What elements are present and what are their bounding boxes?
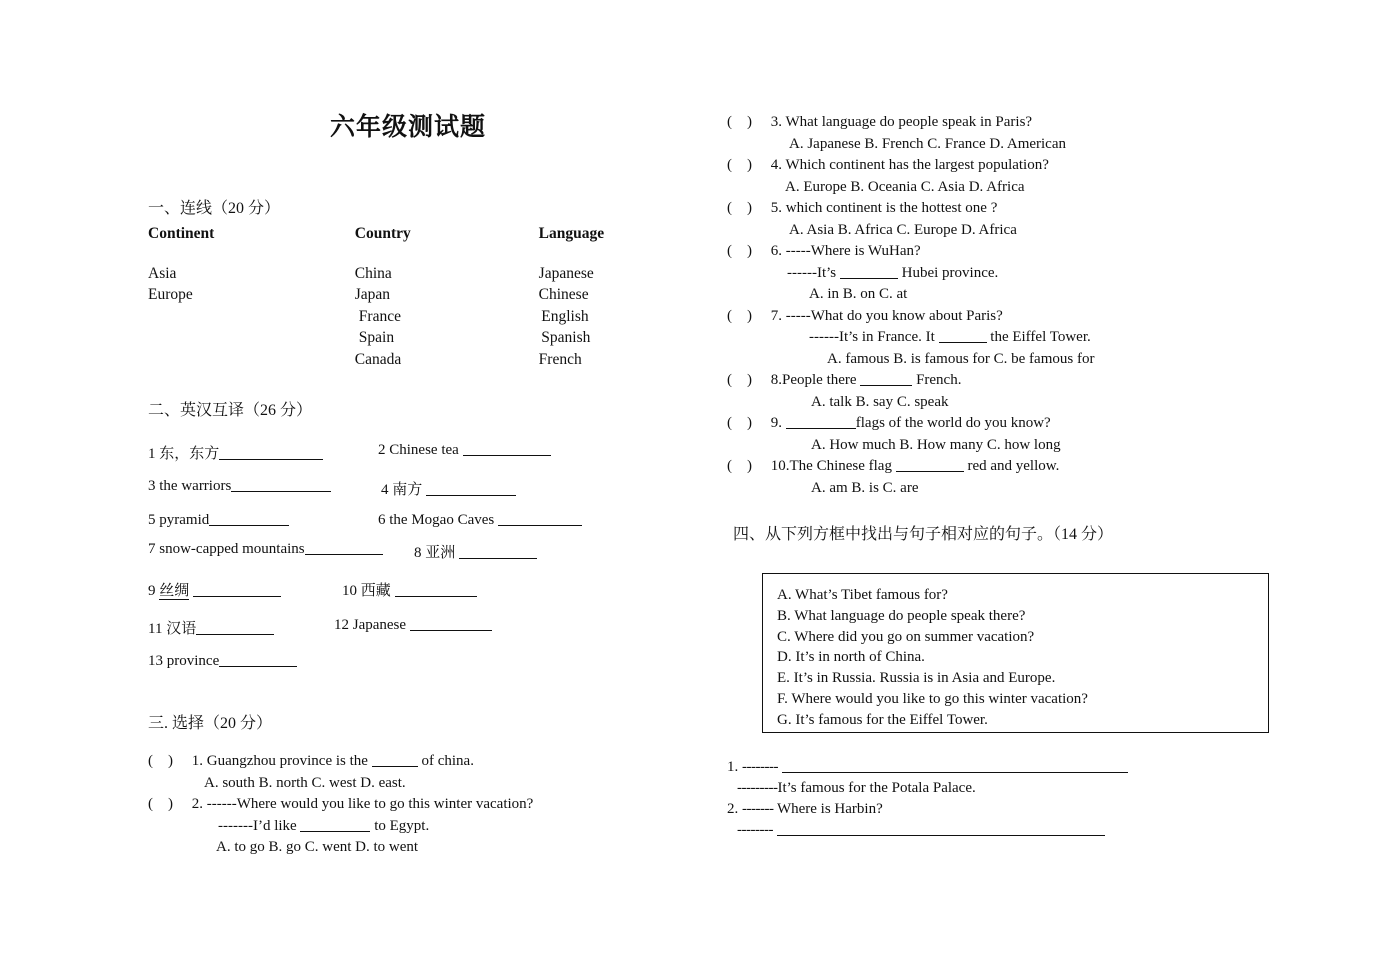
item-number: 4 — [381, 482, 389, 498]
item-number: 8 — [414, 545, 422, 561]
question-7-options — [727, 349, 1287, 371]
list-item — [148, 579, 658, 617]
box-item-b[interactable]: B. What language do people speak there? — [777, 607, 1026, 624]
answer-parenthesis[interactable]: ( ) — [727, 307, 752, 324]
cell-country: France — [358, 307, 401, 325]
question-6-reply — [727, 263, 1287, 285]
answer-number: 1. — [727, 759, 739, 775]
column-header-country: Country — [354, 225, 411, 242]
item-text: Japanese — [352, 617, 407, 633]
item-text: province — [166, 653, 220, 669]
matching-header-row — [148, 223, 648, 245]
cell-continent: Europe — [148, 286, 193, 304]
table-row — [148, 263, 648, 285]
option-list[interactable]: A. Japanese B. French C. France D. American — [789, 135, 1067, 152]
translation-item-2 — [378, 442, 551, 459]
question-6-options — [727, 284, 1287, 306]
reply-text-after: the Eiffel Tower. — [990, 329, 1091, 345]
translation-item-8 — [414, 541, 537, 562]
answer-item-1 — [727, 757, 1287, 778]
answer-blank[interactable] — [300, 818, 370, 832]
translation-item-12 — [334, 617, 492, 634]
list-item — [148, 541, 658, 579]
cell-country: China — [354, 264, 392, 282]
answer-parenthesis[interactable]: ( ) — [727, 200, 752, 216]
question-2 — [148, 794, 648, 816]
cell-country: Japan — [354, 286, 391, 304]
item-number: 1 — [148, 446, 156, 462]
question-number: 3. — [770, 114, 782, 130]
question-number: 5. — [770, 200, 782, 216]
item-number: 3 — [148, 478, 156, 494]
question-10-options — [727, 478, 1287, 500]
option-list[interactable]: A. Europe B. Oceania C. Asia D. Africa — [785, 178, 1025, 195]
option-list[interactable]: A. south B. north C. west D. east. — [204, 774, 406, 791]
item-text: 西藏 — [360, 583, 391, 599]
list-item — [148, 617, 658, 653]
question-number: 7. — [770, 307, 782, 324]
list-item — [148, 512, 658, 541]
option-list[interactable]: A. to go B. go C. went D. to went — [216, 839, 419, 855]
page-title: 六年级测试题 — [329, 114, 486, 141]
item-text: 亚洲 — [425, 545, 456, 561]
item-text: 东，东方 — [159, 446, 220, 462]
answer-blank[interactable] — [410, 617, 492, 631]
question-2-reply — [148, 816, 648, 838]
option-list[interactable]: A. Asia B. Africa C. Europe D. Africa — [789, 221, 1017, 238]
table-row — [148, 284, 648, 306]
question-8 — [727, 370, 1287, 392]
question-stem: The Chinese flag — [789, 458, 892, 474]
item-text: Chinese tea — [389, 442, 459, 458]
item-text: pyramid — [159, 512, 210, 528]
answer-number: 2. — [727, 801, 739, 817]
answer-blank[interactable] — [939, 329, 987, 343]
question-3 — [727, 112, 1287, 134]
answer-parenthesis[interactable]: ( ) — [727, 372, 752, 388]
question-1-options — [148, 773, 648, 795]
answer-blank[interactable] — [395, 583, 477, 597]
item-text: snow-capped mountains — [159, 541, 305, 557]
item-number: 2 — [378, 442, 386, 458]
question-number: 2. — [191, 796, 203, 812]
answer-blank[interactable] — [896, 458, 964, 472]
question-stem-after: French. — [916, 372, 962, 388]
section-4-heading: 四、从下列方框中找出与句子相对应的句子。（14 分） — [733, 526, 1114, 543]
matching-spacer — [148, 245, 648, 263]
list-item — [148, 653, 658, 676]
answer-blank[interactable] — [463, 442, 551, 456]
question-stem: What language do people speak in Paris? — [785, 114, 1033, 130]
answer-blank[interactable] — [786, 415, 856, 429]
dash-prefix: -------- — [742, 759, 778, 775]
question-8-options — [727, 392, 1287, 414]
answer-blank[interactable] — [219, 653, 297, 667]
translation-item-9 — [148, 579, 281, 600]
box-item-d[interactable]: D. It’s in north of China. — [777, 649, 925, 666]
section-2-heading: 二、英汉互译（26 分） — [148, 402, 313, 419]
translation-item-1 — [148, 442, 323, 463]
question-number: 4. — [770, 157, 782, 173]
answer-parenthesis[interactable]: ( ) — [148, 796, 173, 812]
question-9 — [727, 413, 1287, 435]
box-item-f[interactable]: F. Where would you like to go this winter vacation? — [777, 690, 1088, 707]
question-1 — [148, 751, 648, 773]
option-list[interactable]: A. How much B. How many C. how long — [811, 436, 1061, 453]
question-2-options — [148, 837, 648, 859]
translation-item-11 — [148, 617, 274, 638]
reply-text: ------It’s — [787, 264, 837, 281]
question-stem-after: red and yellow. — [967, 458, 1060, 474]
answer-parenthesis[interactable]: ( ) — [727, 157, 752, 173]
item-number: 11 — [148, 621, 163, 637]
translation-item-13 — [148, 653, 297, 670]
answer-blank[interactable] — [219, 446, 323, 460]
answer-blank[interactable] — [196, 621, 274, 635]
translation-item-4 — [381, 478, 516, 499]
item-number: 7 — [148, 541, 156, 557]
reply-text: ------It’s in France. It — [809, 329, 935, 345]
dash-prefix: --------- — [737, 780, 778, 796]
cell-language: English — [541, 307, 589, 325]
list-item — [148, 442, 658, 478]
translation-item-10 — [342, 579, 477, 600]
question-4-options — [727, 177, 1287, 199]
question-stem: -----What do you know about Paris? — [785, 307, 1003, 324]
item-text: the warriors — [159, 478, 232, 494]
cell-language: Japanese — [538, 264, 594, 282]
answer-blank[interactable] — [193, 583, 281, 597]
cell-continent — [148, 306, 350, 328]
section-1-heading: 一、连线（20 分） — [148, 200, 281, 217]
option-list[interactable]: A. am B. is C. are — [811, 479, 919, 496]
table-row — [148, 327, 648, 349]
reply-text-after: to Egypt. — [374, 817, 430, 834]
question-5 — [727, 198, 1287, 220]
answer-blank[interactable] — [498, 512, 582, 526]
cell-country: Spain — [358, 329, 395, 347]
question-stem: Which continent has the largest population? — [785, 157, 1049, 173]
item-number: 9 — [148, 583, 156, 599]
option-list[interactable]: A. talk B. say C. speak — [811, 393, 949, 410]
matching-table — [148, 223, 648, 371]
cell-continent — [148, 327, 350, 349]
choice-questions-left — [148, 751, 648, 859]
option-list[interactable]: A. famous B. is famous for C. be famous for — [827, 350, 1095, 367]
box-item-g[interactable]: G. It’s famous for the Eiffel Tower. — [777, 711, 988, 728]
box-item-e[interactable]: E. It’s in Russia. Russia is in Asia and Europe. — [777, 670, 1056, 687]
answer-blank[interactable] — [459, 545, 537, 559]
question-stem: which continent is the hottest one ? — [785, 200, 998, 216]
question-stem: Guangzhou province is the — [206, 753, 368, 769]
cell-continent: Asia — [148, 264, 177, 282]
answer-parenthesis[interactable]: ( ) — [727, 243, 752, 259]
reply-text: -------I’d like — [218, 817, 297, 834]
choice-questions-right — [727, 112, 1287, 499]
item-number: 5 — [148, 512, 156, 528]
question-number: 6. — [770, 243, 782, 259]
answer-blank[interactable] — [231, 478, 331, 492]
answer-item-2-reply — [727, 820, 1287, 841]
question-3-options — [727, 134, 1287, 156]
reply-text-after: Hubei province. — [901, 264, 999, 281]
table-row — [148, 306, 648, 328]
question-text: Where is Harbin? — [776, 801, 883, 817]
item-number: 12 — [334, 617, 349, 633]
answer-blank[interactable] — [372, 753, 418, 767]
reply-text: It’s famous for the Potala Palace. — [777, 780, 976, 796]
cell-continent — [148, 349, 355, 371]
table-row — [148, 349, 648, 371]
answer-parenthesis[interactable]: ( ) — [148, 753, 173, 769]
translation-list — [148, 442, 658, 676]
cell-country: Canada — [354, 350, 402, 368]
dash-prefix: -------- — [737, 822, 773, 838]
box-item-c[interactable]: C. Where did you go on summer vacation? — [777, 628, 1035, 645]
right-column — [727, 112, 1287, 838]
translation-item-7 — [148, 541, 383, 558]
answer-parenthesis[interactable]: ( ) — [727, 458, 752, 474]
question-7 — [727, 306, 1287, 328]
question-stem: ------Where would you like to go this winter vacation? — [206, 796, 534, 812]
item-number: 13 — [148, 653, 163, 669]
question-stem-after: of china. — [421, 753, 474, 769]
answer-blank[interactable] — [782, 760, 1128, 773]
column-header-language: Language — [538, 225, 605, 242]
question-number: 8. — [770, 372, 782, 388]
box-item-a[interactable]: A. What’s Tibet famous for? — [777, 587, 948, 603]
answer-parenthesis[interactable]: ( ) — [727, 415, 752, 431]
cell-language: Chinese — [538, 286, 589, 304]
question-number: 1. — [191, 753, 203, 769]
answer-item-2 — [727, 799, 1287, 820]
answer-blank[interactable] — [860, 372, 912, 386]
sentence-choice-box — [762, 573, 1269, 733]
left-column — [148, 110, 648, 855]
question-number: 10. — [770, 458, 790, 474]
question-6 — [727, 241, 1287, 263]
answer-blank[interactable] — [840, 265, 898, 279]
question-4 — [727, 155, 1287, 177]
answer-item-1-reply — [727, 778, 1287, 799]
answer-blank[interactable] — [209, 512, 289, 526]
column-header-continent: Continent — [148, 225, 215, 242]
question-9-options — [727, 435, 1287, 457]
item-text: 丝绸 — [159, 583, 190, 599]
answer-blank[interactable] — [777, 823, 1105, 836]
dash-prefix: ------- — [742, 801, 774, 817]
translation-item-6 — [378, 512, 582, 529]
cell-language: French — [538, 350, 582, 368]
item-number: 6 — [378, 512, 386, 528]
answer-blank[interactable] — [426, 482, 516, 496]
cell-language: Spanish — [541, 329, 591, 347]
section-3-heading: 三. 选择（20 分） — [148, 715, 273, 732]
item-text: 汉语 — [166, 621, 197, 637]
translation-item-3 — [148, 478, 331, 495]
list-item — [148, 478, 658, 512]
question-7-reply — [727, 327, 1287, 349]
answer-blank[interactable] — [305, 541, 383, 555]
question-stem: People there — [782, 372, 857, 388]
question-number: 9. — [770, 415, 782, 431]
answer-lines — [727, 757, 1287, 841]
item-text: 南方 — [392, 482, 423, 498]
translation-item-5 — [148, 512, 289, 529]
item-text: the Mogao Caves — [389, 512, 495, 528]
answer-parenthesis[interactable]: ( ) — [727, 114, 752, 130]
question-stem: -----Where is WuHan? — [785, 243, 921, 259]
question-5-options — [727, 220, 1287, 242]
question-10 — [727, 456, 1287, 478]
option-list[interactable]: A. in B. on C. at — [809, 286, 908, 302]
question-stem-after: flags of the world do you know? — [855, 415, 1051, 431]
item-number: 10 — [342, 583, 357, 599]
